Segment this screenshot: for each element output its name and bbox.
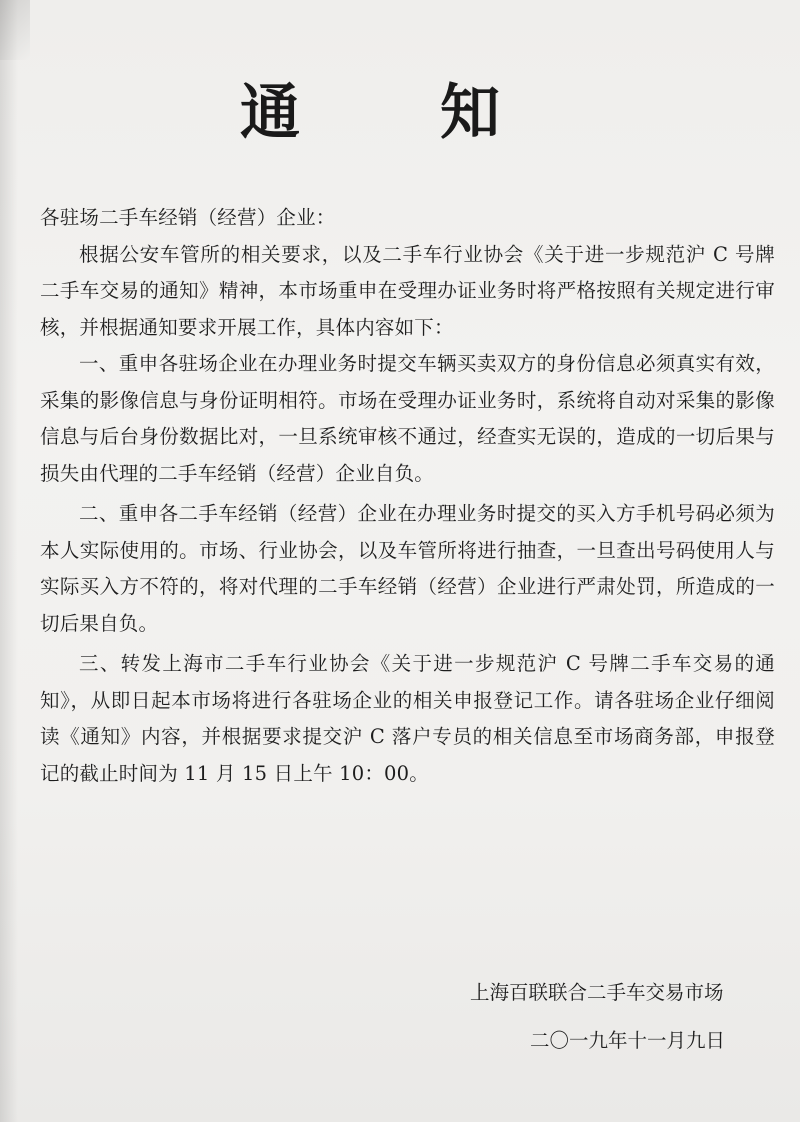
notice-body [40, 200, 775, 792]
signature-organization: 上海百联联合二手车交易市场 [470, 981, 724, 1004]
intro-paragraph: 根据公安车管所的相关要求，以及二手车行业协会《关于进一步规范沪 C 号牌二手车交易的通知》精神，本市场重申在受理办证业务时将严格按照有关规定进行审核，并根据通知要求开展工作，具体内容如下： [40, 242, 775, 339]
title-char-2: 知 [440, 78, 500, 148]
item-1-paragraph: 一、重申各驻场企业在办理业务时提交车辆买卖双方的身份信息必须真实有效，采集的影像信息与身份证明相符。市场在受理办证业务时，系统将自动对采集的影像信息与后台身份数据比对，一旦系统审核不通过，经查实无误的，造成的一切后果与损失由代理的二手车经销（经营）企业自负。 [40, 352, 775, 485]
title-char-1: 通 [240, 78, 300, 148]
paper-fold-mark [0, 0, 30, 60]
signature-date: 二〇一九年十一月九日 [530, 1029, 726, 1052]
item-3-paragraph: 三、转发上海市二手车行业协会《关于进一步规范沪 C 号牌二手车交易的通知》，从即日起本市场将进行各驻场企业的相关申报登记工作。请各驻场企业仔细阅读《通知》内容，并根据要求提交沪 C 落户专员的相关信息至市场商务部，申报登记的截止时间为 11 月 15 日上午 10：00。 [40, 652, 775, 785]
salutation: 各驻场二手车经销（经营）企业： [40, 206, 336, 229]
item-2-paragraph: 二、重申各二手车经销（经营）企业在办理业务时提交的买入方手机号码必须为本人实际使用的。市场、行业协会，以及车管所将进行抽查，一旦查出号码使用人与实际买入方不符的，将对代理的二手车经销（经营）企业进行严肃处罚，所造成的一切后果自负。 [40, 502, 775, 635]
notice-title [0, 78, 800, 158]
page-edge-shadow [0, 0, 18, 1122]
